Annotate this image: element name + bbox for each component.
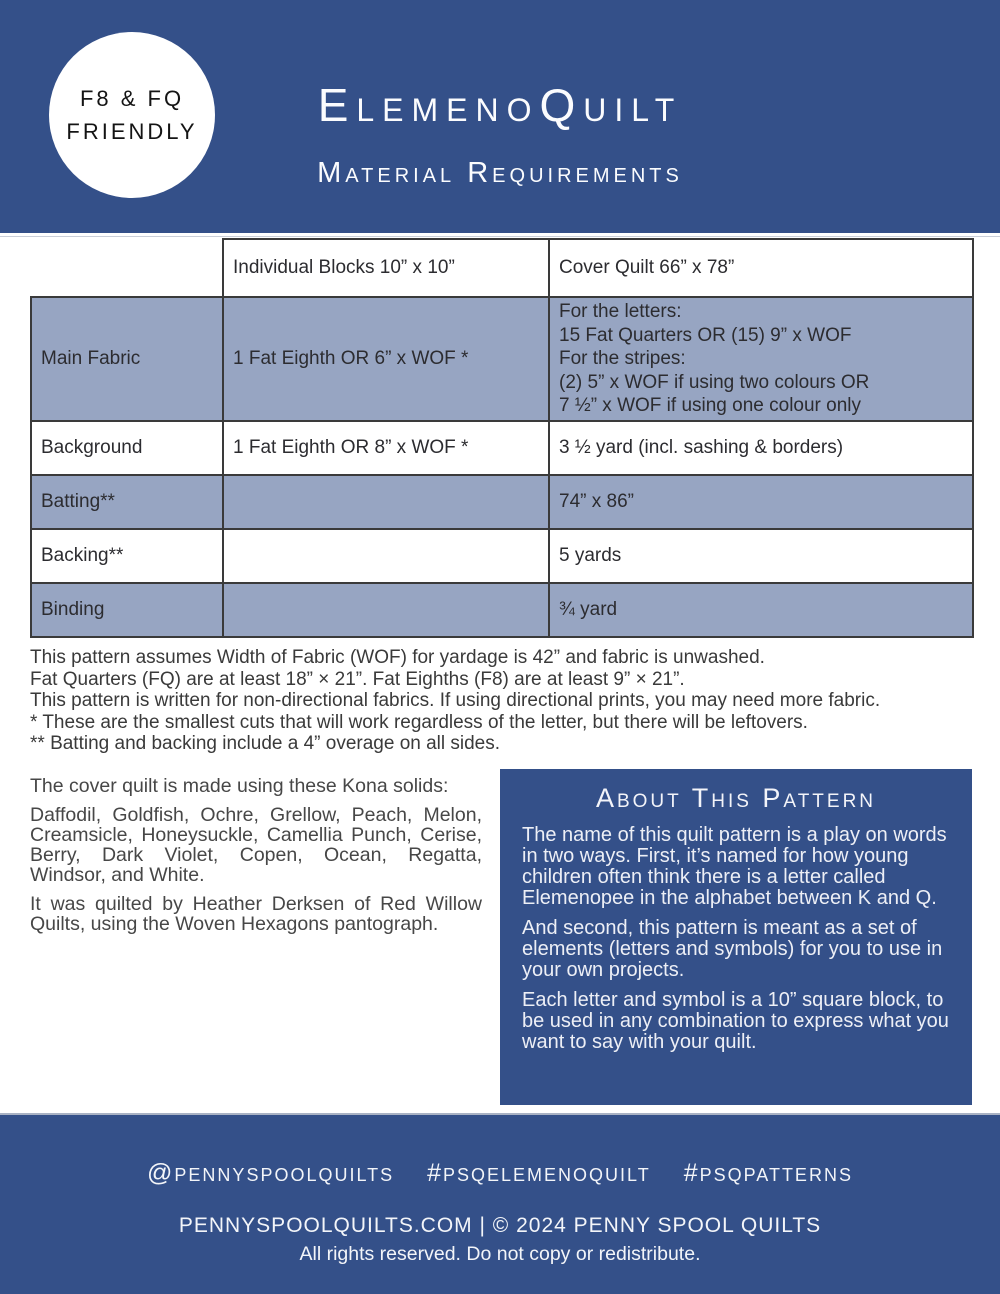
cover-value: 74” x 86” — [549, 475, 973, 529]
cover-value-lines — [559, 300, 964, 418]
row-label: Backing** — [31, 529, 223, 583]
table-row-background — [31, 421, 973, 475]
cover-line: For the letters: — [559, 301, 682, 322]
blocks-value: 1 Fat Eighth OR 6” x WOF * — [223, 297, 549, 421]
page-subtitle: Material Requirements — [317, 157, 683, 189]
hashtag-elemenoquilt: #psqelemenoquilt — [427, 1159, 651, 1187]
note-line: ** Batting and backing include a 4” overage on all sides. — [30, 733, 501, 755]
table-row-backing — [31, 529, 973, 583]
footer-banner — [0, 1115, 1000, 1294]
badge-line-2: FRIENDLY — [66, 119, 198, 144]
rights-line: All rights reserved. Do not copy or redistribute. — [299, 1243, 701, 1265]
note-line: Fat Quarters (FQ) are at least 18” × 21”. Fat Eighths (F8) are at least 9” × 21”. — [30, 668, 685, 690]
about-paragraph-3: Each letter and symbol is a 10” square block, to be used in any combination to express what you want to say with your quilt. — [522, 988, 949, 1053]
about-this-pattern-box — [500, 769, 972, 1105]
header-cell-empty — [31, 239, 223, 297]
cover-value — [549, 297, 973, 421]
row-label: Background — [31, 421, 223, 475]
top-divider — [0, 236, 1000, 237]
table-row-main-fabric — [31, 297, 973, 421]
page-title: ElemenoQuilt — [317, 79, 683, 131]
about-paragraph-1: The name of this quilt pattern is a play on words in two ways. First, it’s named for how young children often think there is a letter called Elemenopee in the alphabet between K and Q. — [522, 823, 947, 909]
note-line: This pattern assumes Width of Fabric (WOF) for yardage is 42” and fabric is unwashed. — [30, 647, 765, 668]
header-cell-individual-blocks: Individual Blocks 10” x 10” — [223, 239, 549, 297]
header-cell-cover-quilt: Cover Quilt 66” x 78” — [549, 239, 973, 297]
badge-line-1: F8 & FQ — [79, 86, 185, 111]
kona-solids-section — [30, 776, 482, 943]
kona-color-list: Daffodil, Goldfish, Ochre, Grellow, Peach, Melon, Creamsicle, Honeysuckle, Camellia Punch, Cerise, Berry, Dark Violet, Copen, Ocean, Regatta, Windsor, and White. — [30, 804, 482, 886]
row-label: Binding — [31, 583, 223, 637]
cover-line: For the stripes: — [559, 348, 686, 369]
site-copyright-line: PENNYSPOOLQUILTS.COM | © 2024 PENNY SPOOL QUILTS — [178, 1214, 822, 1237]
cover-value: ¾ yard — [549, 583, 973, 637]
kona-intro: The cover quilt is made using these Kona solids: — [30, 775, 449, 797]
table-header-row — [31, 239, 973, 297]
materials-table — [30, 238, 974, 638]
header-banner — [0, 0, 1000, 233]
note-line: * These are the smallest cuts that will work regardless of the letter, but there will be leftovers. — [30, 711, 808, 733]
row-label: Batting** — [31, 475, 223, 529]
blocks-value: 1 Fat Eighth OR 8” x WOF * — [223, 421, 549, 475]
table-row-batting — [31, 475, 973, 529]
instagram-handle: @pennyspoolquilts — [147, 1159, 395, 1187]
cover-line: (2) 5” x WOF if using two colours OR — [559, 371, 870, 393]
cover-value: 3 ½ yard (incl. sashing & borders) — [549, 421, 973, 475]
footnotes — [30, 647, 980, 755]
kona-quilted-by: It was quilted by Heather Derksen of Red Willow Quilts, using the Woven Hexagons pantograph. — [30, 893, 482, 935]
row-label: Main Fabric — [31, 297, 223, 421]
social-line — [0, 1159, 1000, 1188]
about-heading: About This Pattern — [595, 783, 877, 813]
cover-line: 7 ½” x WOF if using one colour only — [559, 395, 862, 416]
cover-value: 5 yards — [549, 529, 973, 583]
blocks-value — [223, 475, 549, 529]
blocks-value — [223, 529, 549, 583]
hashtag-patterns: #psqpatterns — [683, 1159, 853, 1187]
table-row-binding — [31, 583, 973, 637]
about-paragraph-2: And second, this pattern is meant as a set of elements (letters and symbols) for you to use in your own projects. — [522, 916, 943, 981]
note-line: This pattern is written for non-directional fabrics. If using directional prints, you may need more fabric. — [30, 690, 881, 712]
blocks-value — [223, 583, 549, 637]
cover-line: 15 Fat Quarters OR (15) 9” x WOF — [559, 324, 852, 346]
